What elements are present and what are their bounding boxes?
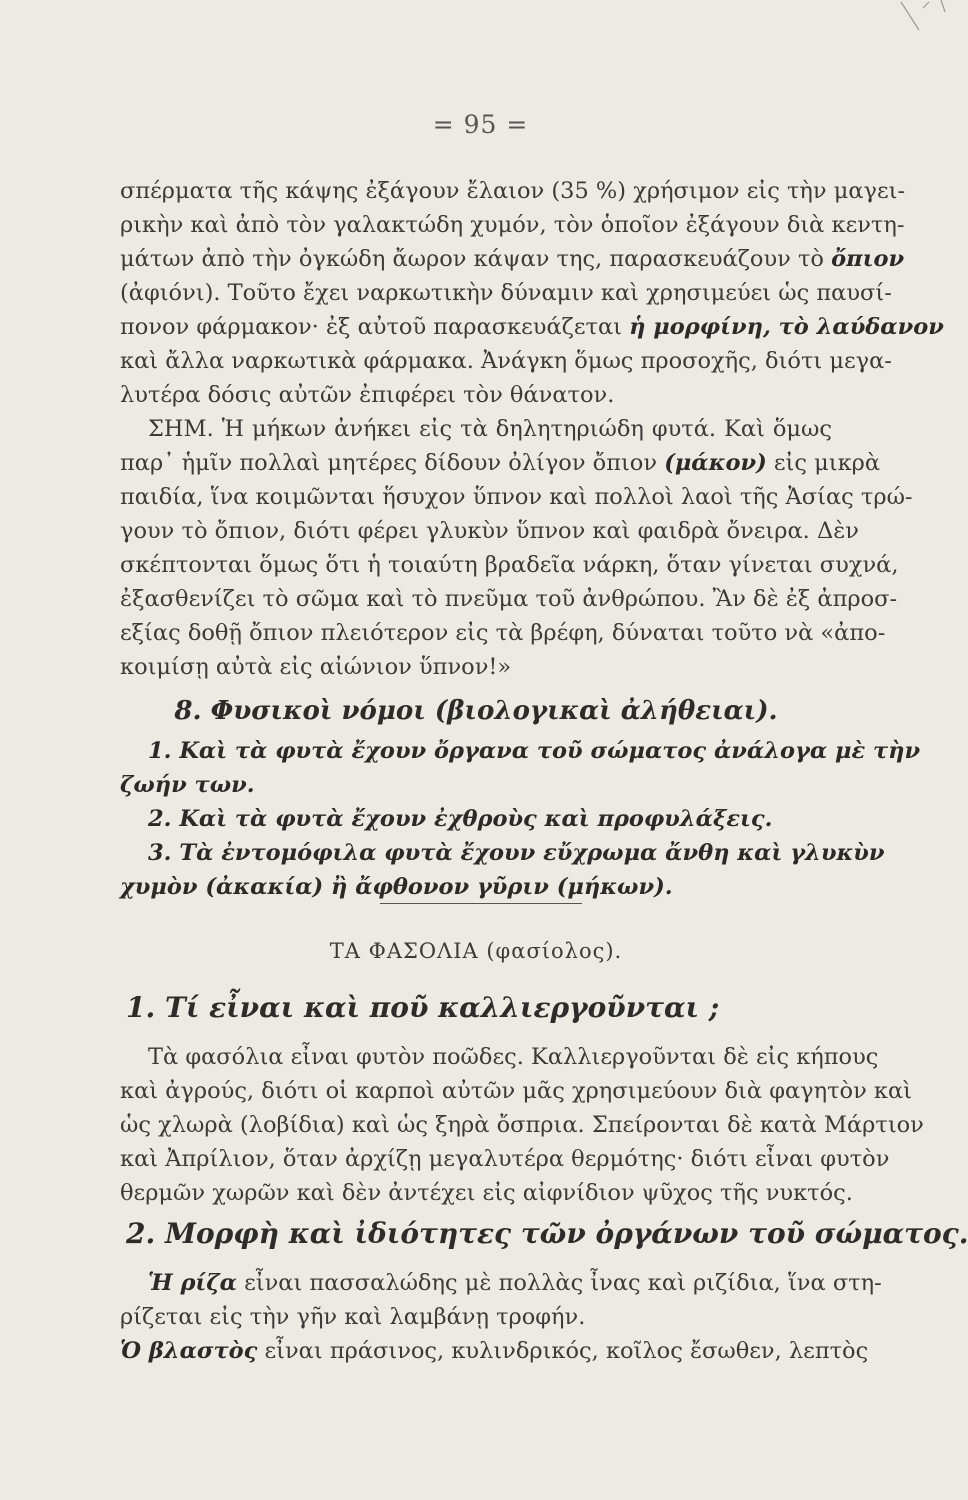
law-line: 2. Καὶ τὰ φυτὰ ἔχουν ἐχθροὺς καὶ προφυλάξεις.: [148, 806, 773, 832]
section-heading: 8. Φυσικοὶ νόμοι (βιολογικαὶ ἀλήθειαι).: [174, 696, 778, 726]
note-line: ἐξασθενίζει τὸ σῶμα καὶ τὸ πνεῦμα τοῦ ἀνθρώπου. Ἂν δὲ ἐξ ἀπροσ-: [120, 586, 898, 612]
text-line: ὡς χλωρὰ (λοβίδια) καὶ ὡς ξηρὰ ὄσπρια. Σπείρονται δὲ κατὰ Μάρτιον: [120, 1112, 924, 1138]
text-line: Ἡ ρίζα εἶναι πασσαλώδης μὲ πολλὰς ἶνας καὶ ριζίδια, ἵνα στη-: [148, 1270, 882, 1296]
subsection-heading: 2. Μορφὴ καὶ ἰδιότητες τῶν ὀργάνων τοῦ σώματος.: [126, 1217, 968, 1250]
text-line: Ὁ βλαστὸς εἶναι πράσινος, κυλινδρικός, κοῖλος ἔσωθεν, λεπτὸς: [120, 1338, 869, 1364]
text-line: Τὰ φασόλια εἶναι φυτὸν ποῶδες. Καλλιεργοῦνται δὲ εἰς κήπους: [148, 1044, 879, 1070]
text-line: ρίζεται εἰς τὴν γῆν καὶ λαμβάνῃ τροφήν.: [120, 1304, 586, 1330]
law-line: χυμὸν (ἀκακία) ἢ ἄφθονον γῦριν (μήκων).: [120, 874, 673, 900]
note-line: ΣΗΜ. Ἡ μήκων ἀνήκει εἰς τὰ δηλητηριώδη φυτά. Καὶ ὅμως: [148, 416, 832, 442]
text-line: καὶ ἀγρούς, διότι οἱ καρποὶ αὐτῶν μᾶς χρησιμεύουν διὰ φαγητὸν καὶ: [120, 1078, 912, 1104]
text-line: θερμῶν χωρῶν καὶ δὲν ἀντέχει εἰς αἰφνίδιον ψῦχος τῆς νυκτός.: [120, 1180, 853, 1206]
text-line: λυτέρα δόσις αὐτῶν ἐπιφέρει τὸν θάνατον.: [120, 382, 615, 408]
page-corner-mark: [901, 0, 961, 40]
note-line: σκέπτονται ὅμως ὅτι ἡ τοιαύτη βραδεῖα νάρκη, ὅταν γίνεται συχνά,: [120, 552, 899, 578]
section-divider: [380, 903, 582, 904]
text-line: (ἀφιόνι). Τοῦτο ἔχει ναρκωτικὴν δύναμιν καὶ χρησιμεύει ὡς παυσί-: [120, 280, 892, 306]
chapter-title: ΤΑ ΦΑΣΟΛΙΑ (φασίολος).: [329, 939, 623, 963]
term-opion: ὄπιον: [831, 246, 905, 272]
term-riza: Ἡ ρίζα: [148, 1270, 237, 1296]
law-line: 3. Τὰ ἐντομόφιλα φυτὰ ἔχουν εὔχρωμα ἄνθη καὶ γλυκὺν: [148, 840, 885, 866]
term-vlastos: Ὁ βλαστὸς: [120, 1338, 258, 1364]
text-line: καὶ ἄλλα ναρκωτικὰ φάρμακα. Ἀνάγκη ὅμως προσοχῆς, διότι μεγα-: [120, 348, 892, 374]
note-line: παιδία, ἵνα κοιμῶνται ἥσυχον ὕπνον καὶ πολλοὶ λαοὶ τῆς Ἀσίας τρώ-: [120, 484, 913, 510]
page-number: = 95 =: [432, 110, 529, 139]
text-line: καὶ Ἀπρίλιον, ὅταν ἀρχίζῃ μεγαλυτέρα θερμότης· διότι εἶναι φυτὸν: [120, 1146, 890, 1172]
text-line: ρικὴν καὶ ἀπὸ τὸν γαλακτώδη χυμόν, τὸν ὁποῖον ἐξάγουν διὰ κεντη-: [120, 212, 905, 238]
text-line: σπέρματα τῆς κάψης ἐξάγουν ἔλαιον (35 %) χρήσιμον εἰς τὴν μαγει-: [120, 178, 906, 204]
text-line: πονον φάρμακον· ἐξ αὐτοῦ παρασκευάζεται ἡ μορφίνη, τὸ λαύδανον: [120, 314, 944, 340]
law-line: 1. Καὶ τὰ φυτὰ ἔχουν ὄργανα τοῦ σώματος ἀνάλογα μὲ τὴν: [148, 738, 921, 764]
text-line: μάτων ἀπὸ τὴν ὀγκώδη ἄωρον κάψαν της, παρασκευάζουν τὸ ὄπιον: [120, 246, 905, 272]
subsection-heading: 1. Τί εἶναι καὶ ποῦ καλλιεργοῦνται ;: [126, 991, 720, 1024]
note-line: γουν τὸ ὄπιον, διότι φέρει γλυκὺν ὕπνον καὶ φαιδρὰ ὄνειρα. Δὲν: [120, 518, 859, 544]
term-makon: (μάκον): [664, 450, 767, 476]
note-line: εξίας δοθῇ ὄπιον πλειότερον εἰς τὰ βρέφη, δύναται τοῦτο νὰ «ἀπο-: [120, 620, 886, 646]
term-morphine: ἡ μορφίνη, τὸ λαύδανον: [629, 314, 944, 340]
note-line: παρ᾽ ἡμῖν πολλαὶ μητέρες δίδουν ὀλίγον ὄπιον (μάκον) εἰς μικρὰ: [120, 450, 881, 476]
note-line: κοιμίσῃ αὐτὰ εἰς αἰώνιον ὕπνον!»: [120, 654, 512, 680]
law-line: ζωήν των.: [120, 772, 255, 798]
